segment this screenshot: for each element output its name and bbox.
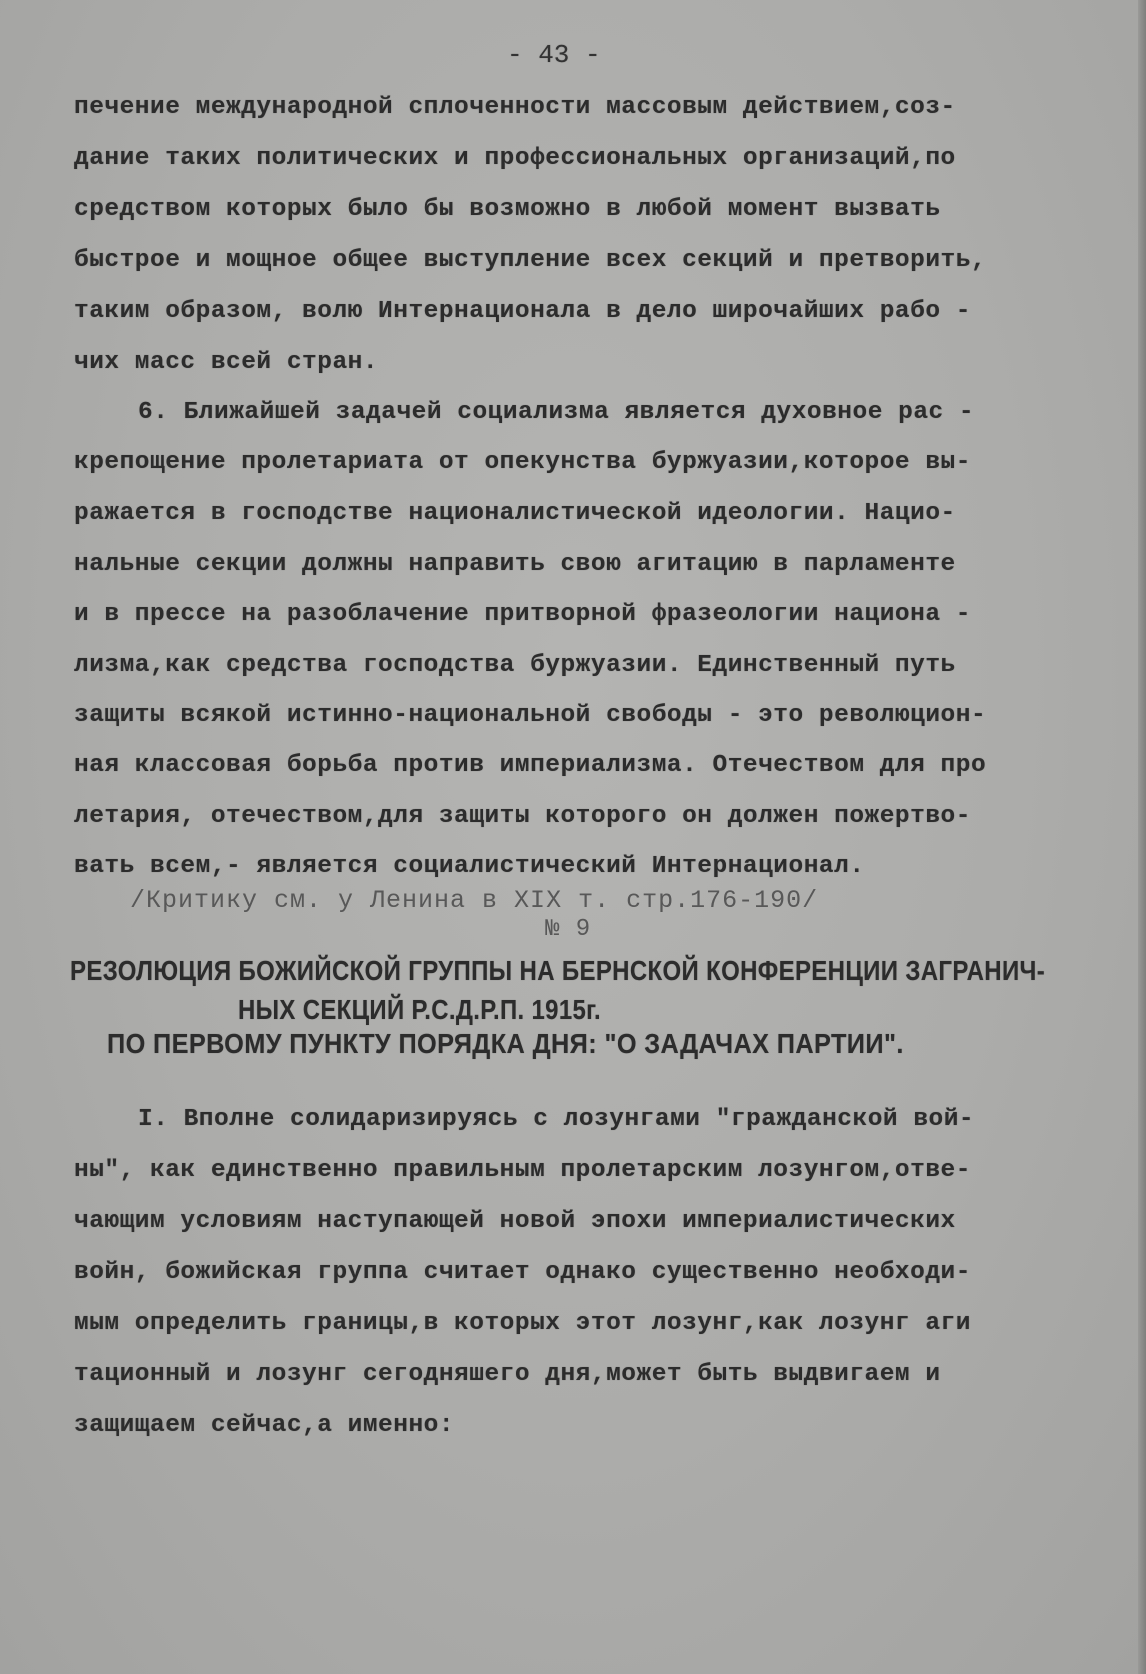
document-number: № 9: [545, 916, 592, 943]
text-line: защиты всякой истинно-национальной свободы - это революцион-: [74, 702, 987, 729]
page-edge-shadow: [1138, 0, 1146, 1674]
text-line: вать всем,- является социалистический Интернационал.: [74, 853, 865, 880]
text-line: дание таких политических и профессиональных организаций,по: [74, 145, 956, 172]
resolution-heading-line-1: РЕЗОЛЮЦИЯ БОЖИЙСКОЙ ГРУППЫ НА БЕРНСКОЙ КОНФЕРЕНЦИИ ЗАГРАНИЧ-: [70, 955, 1046, 986]
text-line: 6. Ближайшей задачей социализма является духовное рас -: [138, 399, 975, 426]
text-line: лизма,как средства господства буржуазии. Единственный путь: [74, 652, 956, 679]
resolution-heading-line-2: НЫХ СЕКЦИЙ Р.С.Д.Р.П. 1915г.: [238, 994, 602, 1025]
text-line: ны", как единственно правильным пролетарским лозунгом,отве-: [74, 1157, 971, 1184]
critique-note: /Критику см. у Ленина в XIX т. стр.176-190/: [130, 886, 819, 915]
text-line: и в прессе на разоблачение притворной фразеологии национа -: [74, 601, 971, 628]
resolution-heading-line-3: ПО ПЕРВОМУ ПУНКТУ ПОРЯДКА ДНЯ: "О ЗАДАЧАХ ПАРТИИ".: [107, 1028, 904, 1059]
text-line: крепощение пролетариата от опекунства буржуазии,которое вы-: [74, 449, 971, 476]
text-line: I. Вполне солидаризируясь с лозунгами "гражданской вой-: [138, 1106, 975, 1133]
page-number: - 43 -: [507, 40, 601, 70]
text-line: быстрое и мощное общее выступление всех секций и претворить,: [74, 247, 987, 274]
text-line: таким образом, волю Интернационала в дело широчайших рабо -: [74, 298, 971, 325]
text-line: летария, отечеством,для защиты которого он должен пожертво-: [74, 803, 971, 830]
text-line: средством которых было бы возможно в любой момент вызвать: [74, 196, 941, 223]
text-line: печение международной сплоченности массовым действием,соз-: [74, 94, 956, 121]
text-line: ражается в господстве националистической идеологии. Нацио-: [74, 500, 956, 527]
text-line: войн, божийская группа считает однако существенно необходи-: [74, 1259, 971, 1286]
text-line: чающим условиям наступающей новой эпохи империалистических: [74, 1208, 956, 1235]
text-line: ная классовая борьба против империализма. Отечеством для про: [74, 752, 987, 779]
text-line: мым определить границы,в которых этот лозунг,как лозунг аги: [74, 1310, 971, 1337]
text-line: нальные секции должны направить свою агитацию в парламенте: [74, 551, 956, 578]
text-line: тационный и лозунг сегодняшего дня,может быть выдвигаем и: [74, 1361, 941, 1388]
text-line: чих масс всей стран.: [74, 349, 379, 376]
text-line: защищаем сейчас,а именно:: [74, 1412, 455, 1439]
